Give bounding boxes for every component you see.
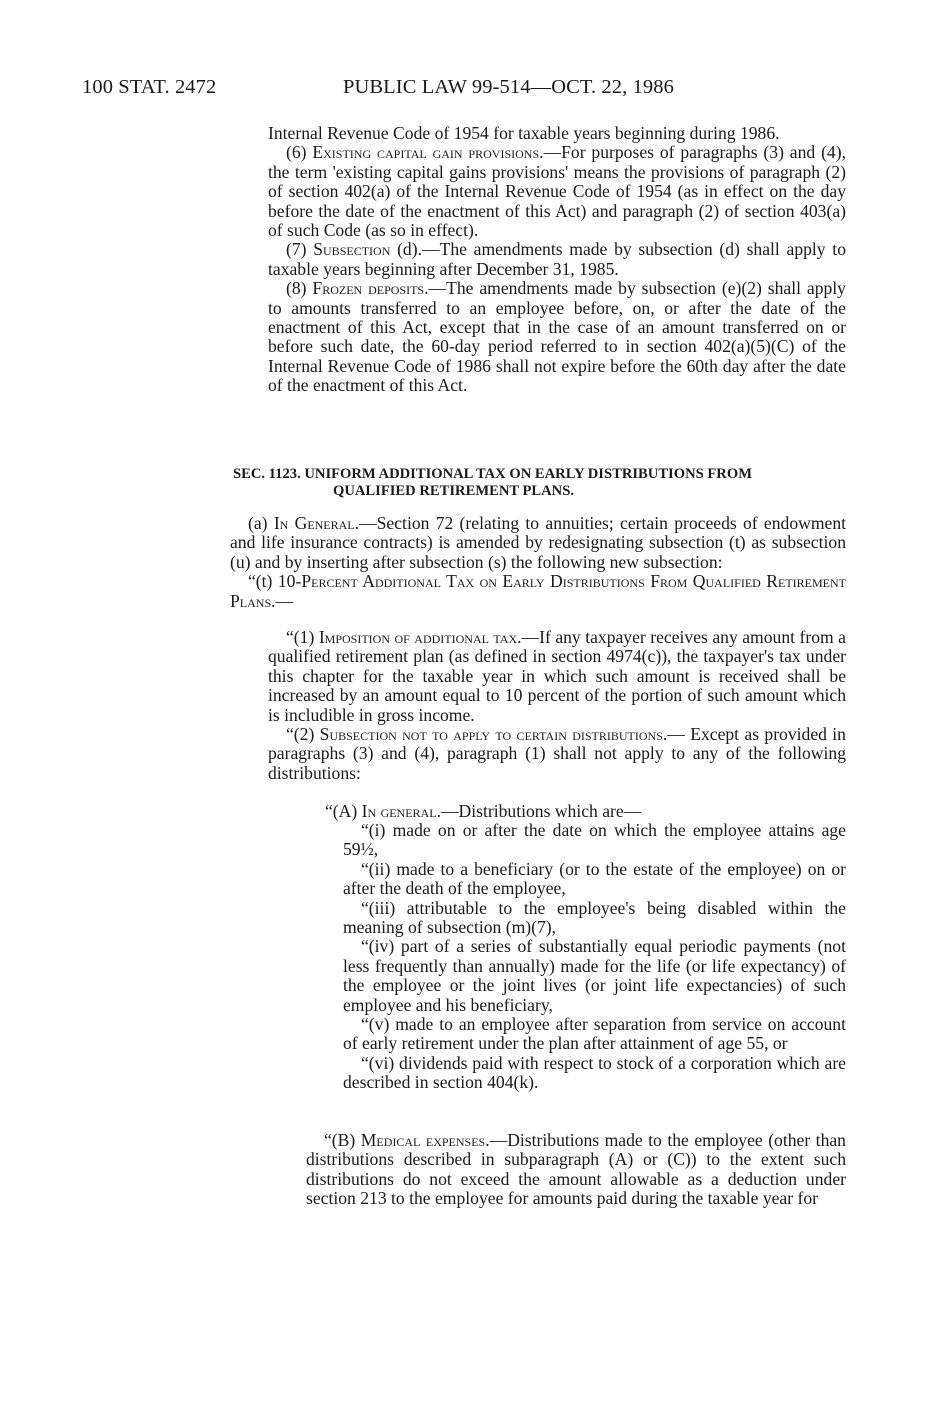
- paragraph-7: (7) Subsection (d).—The amendments made by subsection (d) shall apply to taxable years beginning after December 31, 1985.: [268, 239, 846, 279]
- subparagraph-a: [325, 802, 846, 821]
- subparagraph-b: [306, 1131, 846, 1209]
- clauses: [343, 821, 846, 1093]
- subsection-a-caption: In General: [273, 513, 355, 533]
- subsection-t-heading: “(t) 10-Percent Additional Tax on Early Distributions From Qualified Retirement Plans.—: [230, 571, 846, 611]
- subparagraph-b-caption: Medical expenses: [360, 1130, 486, 1150]
- paragraph-t-2-caption: Subsection not to apply to certain distributions: [319, 724, 663, 745]
- section-heading: [232, 466, 852, 500]
- clause-vi: “(vi) dividends paid with respect to stock of a corporation which are described in section 404(k).: [343, 1052, 846, 1093]
- paragraph-8: (8) Frozen deposits.—The amendments made by subsection (e)(2) shall apply to amounts transferred to an employee before, on, or after the date of the enactment of this Act, except that in the case of an amount transferred on or before such date, the 60-day period referred to in section 402(a)(5)(C) of the Internal Revenue Code of 1986 shall not expire before the 60th day after the date of the enactment of this Act.: [268, 278, 846, 396]
- paragraph-6-caption: Existing capital gain provisions: [312, 142, 540, 163]
- paragraph-7-caption: Subsection: [313, 239, 391, 260]
- subsection-t-caption: Percent Additional Tax on Early Distributions From Qualified Retirement Plans: [230, 571, 846, 611]
- subsection-a-block: [230, 514, 846, 611]
- paragraphs-1-2: [268, 628, 846, 783]
- paragraph-6: (6) Existing capital gain provisions.—For purposes of paragraphs (3) and (4), the term 'existing capital gains provisions' means the provisions of paragraph (2) of section 402(a) of the Internal Revenue Code of 1954 (as in effect on the day before the date of the enactment of this Act) and paragraph (2) of section 403(a) of such Code (as so in effect).: [268, 142, 846, 241]
- page-header: [0, 76, 943, 106]
- section-title-line2: QUALIFIED RETIREMENT PLANS.: [333, 483, 574, 499]
- clause-v: “(v) made to an employee after separation from service on account of early retirement under the plan after attainment of age 55, or: [343, 1014, 846, 1054]
- paragraph-t-1-caption: Imposition of additional tax: [318, 627, 518, 647]
- public-law-title: PUBLIC LAW 99-514—OCT. 22, 1986: [343, 76, 674, 98]
- section-title-line1: SEC. 1123. UNIFORM ADDITIONAL TAX ON EARLY DISTRIBUTIONS FROM: [233, 466, 752, 482]
- clause-ii: “(ii) made to a beneficiary (or to the estate of the employee) on or after the death of the employee,: [343, 858, 846, 899]
- stat-citation: 100 STAT. 2472: [82, 76, 217, 98]
- paragraph-8-caption: Frozen deposits: [312, 278, 425, 299]
- paragraph-t-1: “(1) Imposition of additional tax.—If any taxpayer receives any amount from a qualified retirement plan (as defined in section 4974(c)), the taxpayer's tax under this chapter for the taxable year in which such amount is received shall be increased by an amount equal to 10 percent of the portion of such amount which is includible in gross income.: [268, 627, 846, 725]
- subparagraph-a-heading: “(A) In general.—Distributions which are—: [325, 801, 642, 821]
- paragraph-t-2: “(2) Subsection not to apply to certain distributions.— Except as provided in paragraphs (3) and (4), paragraph (1) shall not apply to any of the following distributions:: [268, 724, 846, 783]
- top-paragraphs: [268, 124, 846, 396]
- subparagraph-a-caption: In general: [361, 801, 437, 821]
- clause-i: “(i) made on or after the date on which the employee attains age 59½,: [343, 820, 846, 860]
- clause-iv: “(iv) part of a series of substantially equal periodic payments (not less frequently than annually) made for the life (or life expectancy) of the employee or the joint lives (or joint life expectancies) of such employee and his beneficiary,: [343, 936, 846, 1015]
- paragraph-continuation: Internal Revenue Code of 1954 for taxable years beginning during 1986.: [268, 123, 780, 143]
- clause-iii: “(iii) attributable to the employee's being disabled within the meaning of subsection (m)(7),: [343, 897, 846, 938]
- subsection-a: (a) In General.—Section 72 (relating to annuities; certain proceeds of endowment and life insurance contracts) is amended by redesignating subsection (t) as subsection (u) and by inserting after subsection (s) the following new subsection:: [230, 513, 846, 572]
- subparagraph-b-text: “(B) Medical expenses.—Distributions made to the employee (other than distributions described in subparagraph (A) or (C)) to the extent such distributions do not exceed the amount allowable as a deduction under section 213 to the employee for amounts paid during the taxable year for: [306, 1130, 846, 1209]
